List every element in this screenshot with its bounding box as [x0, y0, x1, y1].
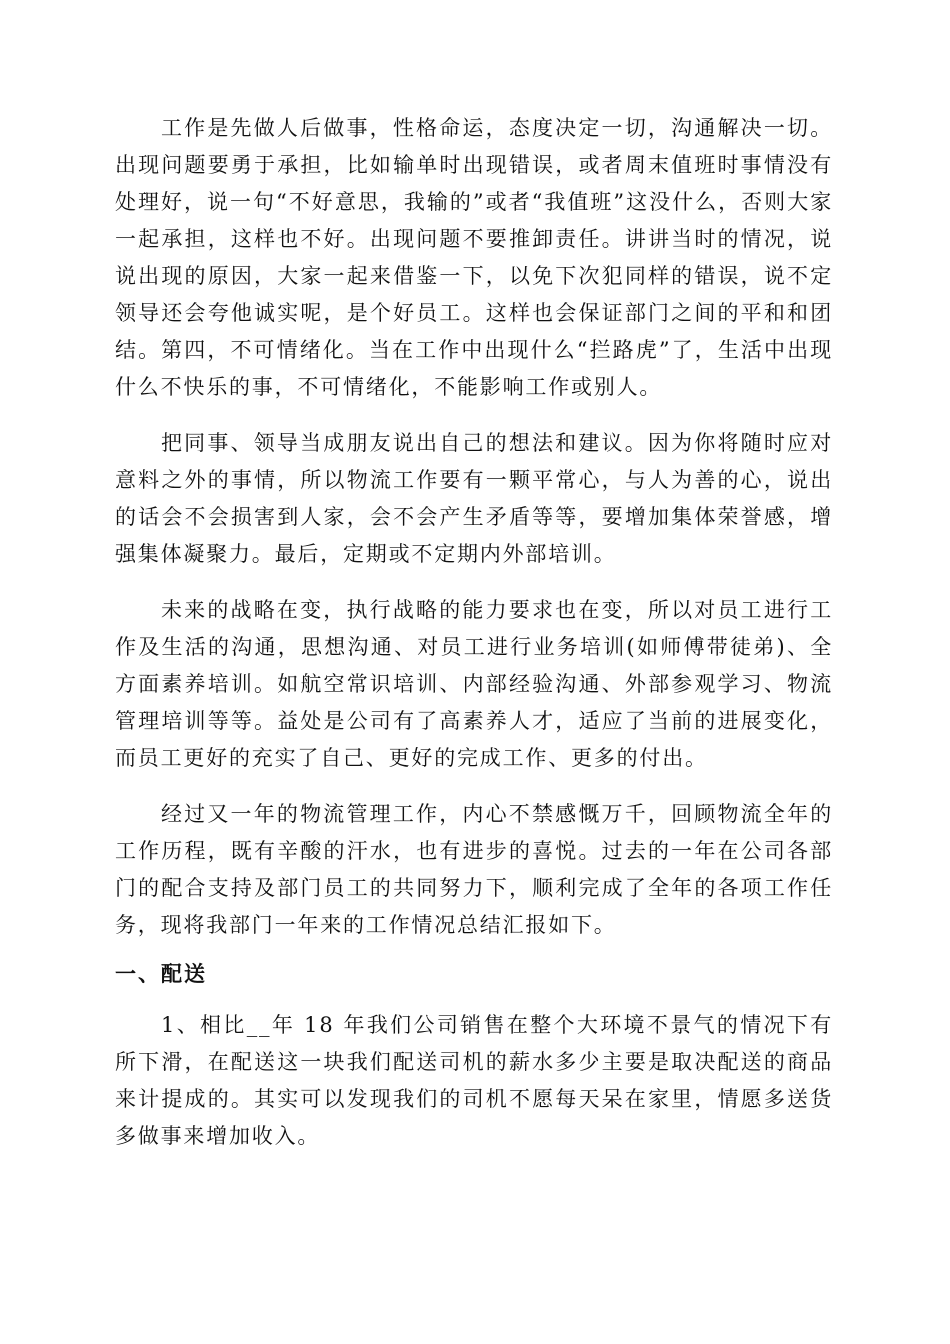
paragraph: 经过又一年的物流管理工作，内心不禁感慨万千，回顾物流全年的工作历程，既有辛酸的汗水，也有进步的喜悦。过去的一年在公司各部门的配合支持及部门员工的共同努力下，顺利完成了全年的各项工作任务，现将我部门一年来的工作情况总结汇报如下。 [115, 802, 833, 937]
paragraph: 1、相比__年 18 年我们公司销售在整个大环境不景气的情况下有所下滑，在配送这一块我们配送司机的薪水多少主要是取决配送的商品来计提成的。其实可以发现我们的司机不愿每天呆在家里，情愿多送货多做事来增加收入。 [115, 1013, 833, 1148]
paragraph: 未来的战略在变，执行战略的能力要求也在变，所以对员工进行工作及生活的沟通，思想沟通、对员工进行业务培训(如师傅带徒弟)、全方面素养培训。如航空常识培训、内部经验沟通、外部参观学习、物流管理培训等等。益处是公司有了高素养人才，适应了当前的进展变化，而员工更好的充实了自己、更好的完成工作、更多的付出。 [115, 598, 833, 770]
paragraph: 把同事、领导当成朋友说出自己的想法和建议。因为你将随时应对意料之外的事情，所以物流工作要有一颗平常心，与人为善的心，说出的话会不会损害到人家，会不会产生矛盾等等，要增加集体荣誉感，增强集体凝聚力。最后，定期或不定期内外部培训。 [115, 431, 833, 566]
section-heading: 一、配送 [115, 962, 207, 986]
document-body [115, 110, 833, 1155]
paragraph: 工作是先做人后做事，性格命运，态度决定一切，沟通解决一切。出现问题要勇于承担，比如输单时出现错误，或者周末值班时事情没有处理好，说一句“不好意思，我输的”或者“我值班”这没什么，否则大家一起承担，这样也不好。出现问题不要推卸责任。讲讲当时的情况，说说出现的原因，大家一起来借鉴一下，以免下次犯同样的错误，说不定领导还会夸他诚实呢，是个好员工。这样也会保证部门之间的平和和团结。第四，不可情绪化。当在工作中出现什么“拦路虎”了，生活中出现什么不快乐的事，不可情绪化，不能影响工作或别人。 [115, 116, 833, 399]
